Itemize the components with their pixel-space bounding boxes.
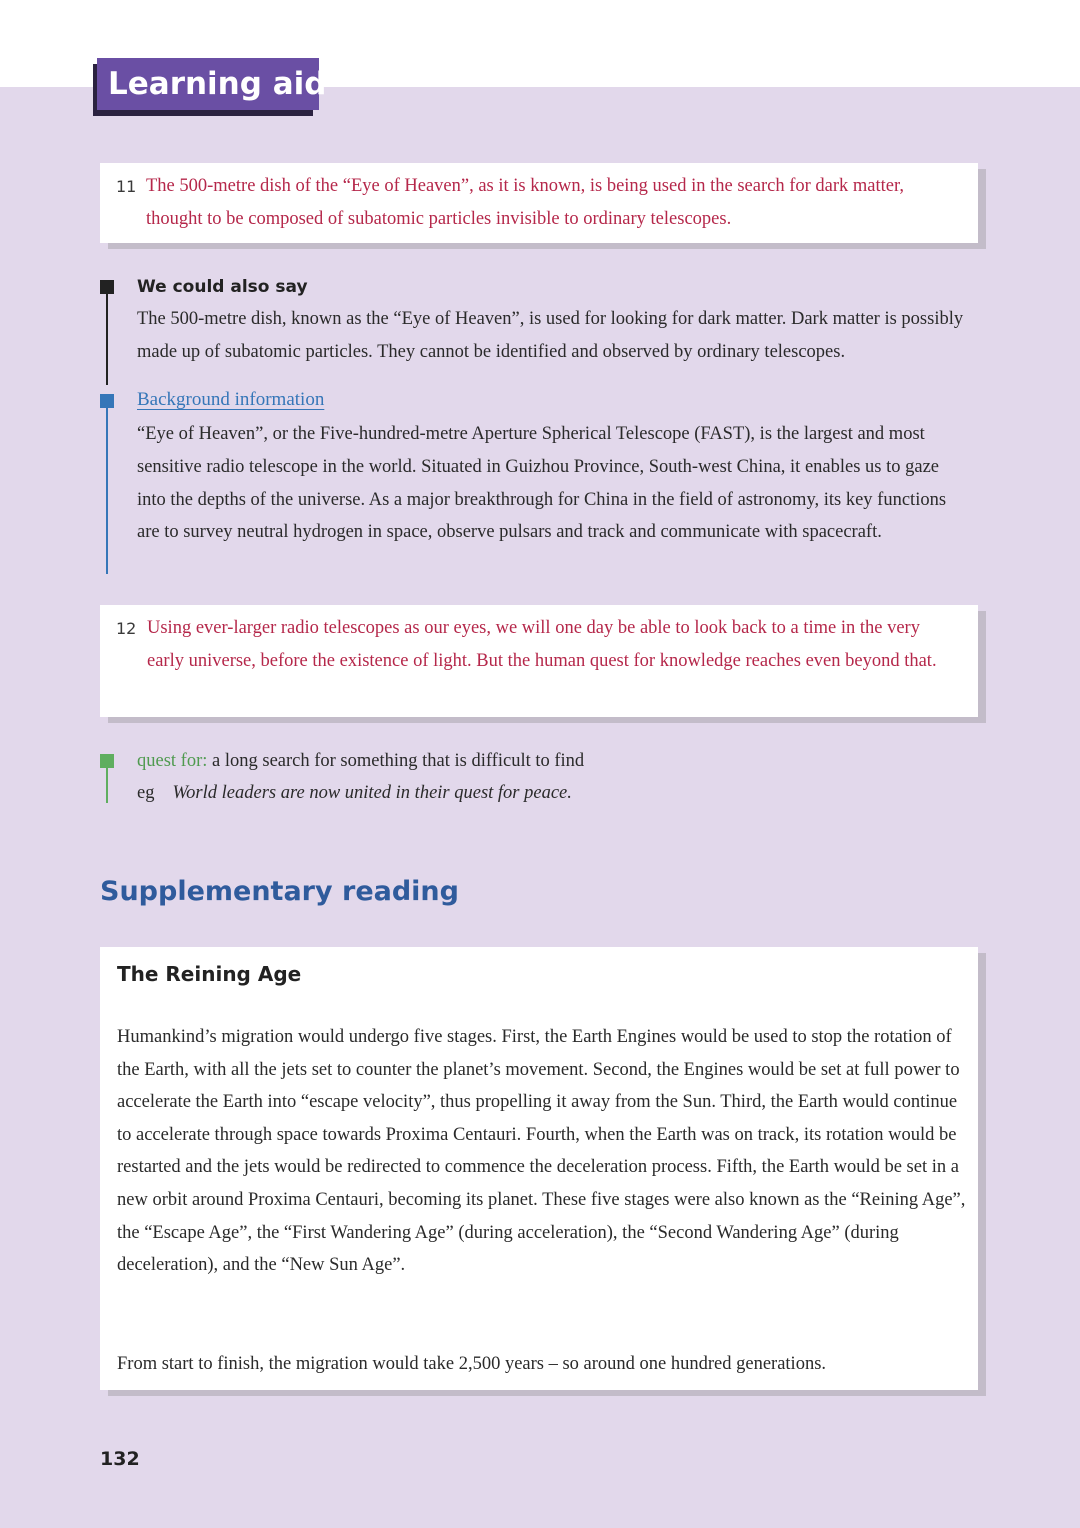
note-marker bbox=[100, 280, 114, 294]
could-say-title: We could also say bbox=[137, 277, 308, 297]
background-marker bbox=[100, 394, 114, 408]
vocab-definition: a long search for something that is difficult to find bbox=[207, 751, 585, 771]
quote-text: Using ever-larger radio telescopes as our eyes, we will one day be able to look back to a time in the very early universe, before the existence of light. But the human quest for knowledge reaches even beyond that. bbox=[147, 618, 937, 671]
banner-title: Learning aid bbox=[97, 58, 319, 110]
supplementary-heading: Supplementary reading bbox=[100, 876, 459, 907]
quote-text: The 500-metre dish of the “Eye of Heaven”, as it is known, is being used in the search for dark matter, thought to be composed of subatomic particles invisible to ordinary telescopes. bbox=[146, 176, 905, 229]
reading-card bbox=[100, 947, 978, 1390]
example-sentence: World leaders are now united in their quest for peace. bbox=[172, 783, 572, 803]
could-say-text: The 500-metre dish, known as the “Eye of Heaven”, is used for looking for dark matter. Dark matter is possibly made up of subatomic particles. They cannot be identified and observed by ordinary telescopes. bbox=[137, 309, 964, 362]
reading-title: The Reining Age bbox=[117, 962, 302, 986]
vocab-example bbox=[137, 777, 967, 810]
section-banner bbox=[93, 58, 327, 110]
background-text: “Eye of Heaven”, or the Five-hundred-metre Aperture Spherical Telescope (FAST), is the largest and most sensitive radio telescope in the world. Situated in Guizhou Province, South-west China, it enables us to gaze into the depths of the universe. As a major breakthrough for China in the field of astronomy, its key functions are to survey neutral hydrogen in space, observe pulsars and track and communicate with spacecraft. bbox=[137, 424, 947, 543]
background-title[interactable]: Background information bbox=[137, 389, 325, 410]
quote-card-11 bbox=[100, 163, 978, 243]
vocab-marker bbox=[100, 754, 114, 768]
note-bar bbox=[106, 293, 108, 385]
vocab-word: quest for: bbox=[137, 751, 208, 771]
page-number: 132 bbox=[100, 1448, 140, 1470]
quote-number: 11 bbox=[116, 177, 137, 196]
reading-paragraph-1: Humankind’s migration would undergo five stages. First, the Earth Engines would be used to stop the rotation of the Earth, with all the jets set to counter the planet’s movement. Second, the Engines would be set at full power to accelerate the Earth into “escape velocity”, thus propelling it away from the Sun. Third, the Earth would continue to accelerate through space towards Proxima Centauri. Fourth, when the Earth was on track, its rotation would be restarted and the jets would be redirected to commence the deceleration process. Fifth, the Earth would be set in a new orbit around Proxima Centauri, becoming its planet. These five stages were also known as the “Reining Age”, the “Escape Age”, the “First Wandering Age” (during acceleration), the “Second Wandering Age” (during deceleration), and the “New Sun Age”. bbox=[117, 1027, 966, 1276]
vocab-bar bbox=[106, 767, 108, 803]
quote-number: 12 bbox=[116, 619, 137, 638]
vocab-entry bbox=[137, 745, 967, 778]
reading-paragraph-2: From start to finish, the migration would take 2,500 years – so around one hundred generations. bbox=[117, 1354, 827, 1374]
quote-card-12 bbox=[100, 605, 978, 717]
background-bar bbox=[106, 407, 108, 574]
eg-label: eg bbox=[137, 783, 155, 803]
